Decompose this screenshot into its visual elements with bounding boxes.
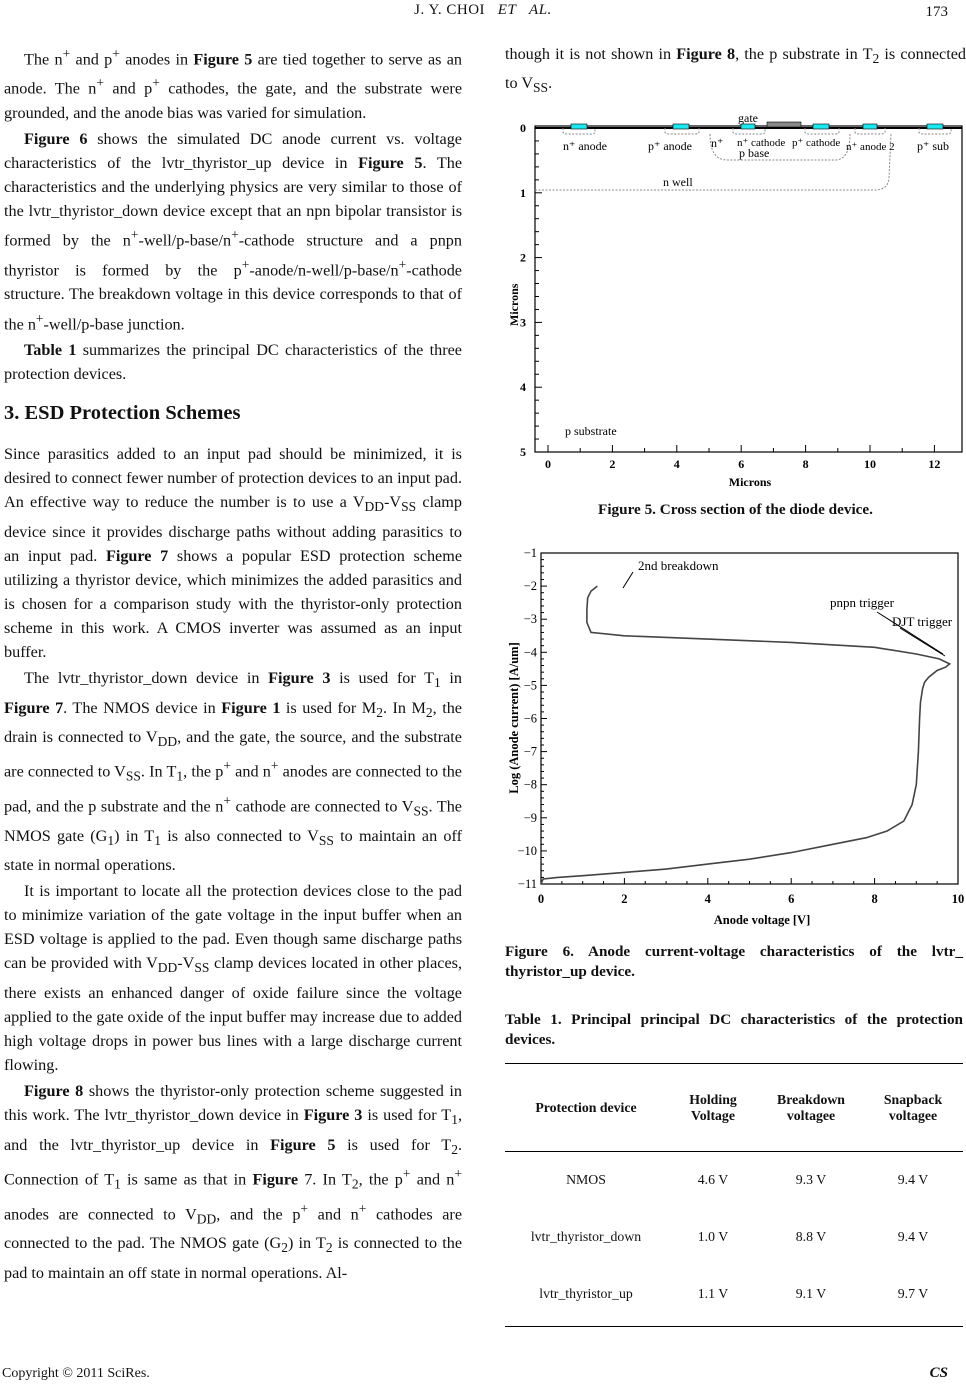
plot-frame bbox=[541, 553, 958, 884]
x-tick-label: 2 bbox=[609, 457, 616, 471]
table-row bbox=[505, 1266, 963, 1322]
label-n-cathode: n⁺ cathode bbox=[737, 137, 786, 149]
paragraph: Figure 6 shows the simulated DC anode current vs. voltage characteristics of the lvtr_thyristor_up device in Figure 5. The characteristics and the underlying physics are very similar to those of the lvtr_thyristor_down device except that an npn bipolar transistor is formed by the n+-well/p-base/n+-cathode structure and a pnpn thyristor is formed by the p+-anode/n-well/p-base/n+-cathode structure. The breakdown voltage in this device corresponds to that of the n+-well/p-base junction. bbox=[4, 130, 463, 333]
x-tick-label: 8 bbox=[871, 892, 878, 906]
page-number: 173 bbox=[925, 4, 948, 20]
y-tick-label: −4 bbox=[523, 645, 537, 660]
header-etal: ET bbox=[497, 2, 517, 18]
iv-curve bbox=[541, 586, 950, 884]
paragraph: It is important to locate all the protection devices close to the pad to minimize variation of the gate voltage in the input buffer when an ESD voltage is applied to the pad. Even though same discharge paths can be provided with $V_{DD}-V_{SS}$ clamp devices located in other places, there exists an enhanced danger of oxide failure since the voltage applied to the gate oxide of the input buffer may increase due to added high voltage drops in power bus lines with a large discharge current flowing. bbox=[4, 882, 463, 1074]
paragraph: Table 1 summarizes the principal DC characteristics of the three protection devices. bbox=[4, 340, 462, 384]
y-tick-label: −8 bbox=[523, 777, 537, 792]
y-tick-label: 3 bbox=[520, 315, 526, 330]
left-column bbox=[4, 42, 462, 1285]
contact-p-cathode bbox=[813, 124, 829, 129]
table-cell: lvtr_thyristor_up bbox=[539, 1286, 633, 1301]
label-p-anode: p⁺ anode bbox=[648, 139, 692, 153]
x-ticks bbox=[545, 445, 940, 471]
table-cell: 9.4 V bbox=[897, 1229, 929, 1244]
header-cell: Protection device bbox=[535, 1099, 637, 1115]
x-tick-label: 8 bbox=[802, 457, 809, 471]
table-cell: 4.6 V bbox=[697, 1172, 729, 1187]
table-1-body bbox=[505, 1152, 963, 1322]
x-tick-label: 6 bbox=[738, 457, 745, 471]
y-tick-label: −5 bbox=[523, 678, 537, 693]
x-tick-label: 0 bbox=[537, 892, 545, 906]
label-n-plus: n⁺ bbox=[711, 136, 724, 150]
contact-p-sub bbox=[927, 124, 943, 129]
header-cell: Snapback voltagee bbox=[883, 1091, 943, 1123]
paragraph: Figure 8 shows the thyristor-only protection scheme suggested in this work. The lvtr_thyristor_down device in Figure 3 is used for $T_1$, and the lvtr_thyristor_up device in Figure 5 is used for $T_2$. Connection of $T_1$ is same as that in Figure 7. In $T_2$, the p+ and n+ anodes are connected to $V_{DD}$, and the p+ and n+ cathodes are connected to the pad. The NMOS gate $(G_2)$ in $T_2$ is connected to the pad to maintain an off state in normal operations. Al- bbox=[4, 1082, 463, 1282]
x-ticks bbox=[538, 878, 964, 906]
table-cell: lvtr_thyristor_down bbox=[530, 1229, 642, 1244]
right-continuation bbox=[505, 42, 966, 101]
running-header bbox=[0, 2, 966, 19]
x-tick-label: 0 bbox=[545, 457, 551, 471]
table-1-caption: Table 1. Principal principal DC characteristics of the protection devices. bbox=[505, 1011, 963, 1048]
x-tick-label: 12 bbox=[928, 457, 941, 471]
paragraph: Since parasitics added to an input pad should be minimized, it is desired to connect fewer number of protection devices to an input pad. An effective way to reduce the number is to use a $V_{DD}-V_{SS}$ clamp device since it provides discharge paths without adding parasitics to an input pad. Figure 7 shows a popular ESD protection scheme utilizing a thyristor device, which minimizes the added parasitics and is chosen for a comparison study with the thyristor-only protection scheme in this work. A CMOS inverter was assumed as an input buffer. bbox=[4, 445, 463, 662]
table-cell: 9.1 V bbox=[795, 1286, 827, 1301]
label-p-cathode: p⁺ cathode bbox=[792, 137, 841, 149]
annotation-pnpn-trigger: pnpn trigger bbox=[830, 595, 894, 610]
header-author: J. Y. CHOI bbox=[414, 2, 486, 18]
y-axis-label: Log (Anode current) [A/um] bbox=[507, 642, 521, 794]
gate-poly bbox=[767, 122, 801, 127]
header-al: AL. bbox=[529, 2, 552, 18]
contact-p-anode bbox=[673, 124, 689, 129]
section-heading: 3. ESD Protection Schemes bbox=[4, 402, 241, 425]
label-p-sub: p⁺ sub bbox=[917, 139, 950, 153]
x-tick-label: 10 bbox=[951, 892, 965, 906]
y-tick-label: −11 bbox=[517, 877, 537, 891]
y-tick-label: −2 bbox=[523, 579, 537, 594]
footer-journal: CS bbox=[929, 1365, 948, 1381]
y-ticks bbox=[517, 546, 547, 891]
figure-5-caption: Figure 5. Cross section of the diode device. bbox=[598, 501, 873, 518]
table-cell: 9.3 V bbox=[795, 1172, 827, 1187]
y-ticks bbox=[520, 121, 542, 459]
y-tick-label: 4 bbox=[520, 380, 526, 395]
x-axis-label: Anode voltage [V] bbox=[713, 913, 811, 927]
table-row bbox=[505, 1152, 963, 1208]
figure-6-caption: Figure 6. Anode current-voltage characteristics of the lvtr_ thyristor_up device. bbox=[505, 943, 963, 980]
paragraph: though it is not shown in Figure 8, the p substrate in $T_2$ is connected to $V_{SS}$. bbox=[505, 45, 966, 96]
paragraph: The n+ and p+ anodes in Figure 5 are tied together to serve as an anode. The n+ and p+ cathodes, the gate, and the substrate were grounded, and the anode bias was varied for simulation. bbox=[4, 46, 463, 122]
x-tick-label: 10 bbox=[864, 457, 876, 471]
header-cell: Breakdown voltagee bbox=[777, 1091, 845, 1123]
table-cell: NMOS bbox=[566, 1172, 606, 1187]
paragraph: The lvtr_thyristor_down device in Figure 3 is used for $T_1$ in Figure 7. The NMOS device in Figure 1 is used for $M_2$. In $M_2$, the drain is connected to $V_{DD}$, and the gate, the source, and the substrate are connected to $V_{SS}$. In $T_1$, the p+ and n+ anodes are connected to the pad, and the p substrate and the n+ cathode are connected to $V_{SS}$. The NMOS gate $(G_1)$ in $T_1$ is also connected to $V_{SS}$ to maintain an off state in normal operations. bbox=[4, 669, 463, 874]
table-cell: 9.7 V bbox=[897, 1286, 929, 1301]
annotation-2nd-breakdown: 2nd breakdown bbox=[638, 558, 719, 573]
x-tick-label: 4 bbox=[704, 892, 711, 906]
table-cell: 9.4 V bbox=[897, 1172, 929, 1187]
label-n-well: n well bbox=[663, 175, 693, 189]
table-header-row bbox=[505, 1064, 963, 1151]
y-tick-label: −7 bbox=[523, 744, 537, 759]
figure-5-cross-section bbox=[505, 108, 966, 493]
label-p-substrate: p substrate bbox=[565, 424, 617, 438]
x-tick-label: 2 bbox=[621, 892, 628, 906]
contact-n-anode bbox=[571, 124, 587, 129]
x-axis-label: Microns bbox=[728, 475, 772, 489]
label-p-base: p base bbox=[739, 146, 770, 160]
y-tick-label: −6 bbox=[523, 711, 537, 726]
annotation-arrow-2nd-breakdown bbox=[623, 572, 633, 588]
table-cell: 1.1 V bbox=[697, 1286, 729, 1301]
label-n-anode2: n⁺ anode 2 bbox=[846, 141, 895, 153]
header-cell: Holding Voltage bbox=[689, 1091, 737, 1123]
label-n-anode: n⁺ anode bbox=[563, 139, 607, 153]
y-tick-label: −10 bbox=[517, 843, 537, 858]
y-tick-label: 1 bbox=[520, 185, 526, 200]
table-bottom-rule bbox=[505, 1326, 963, 1327]
x-tick-label: 4 bbox=[673, 457, 680, 471]
contact-n-anode2 bbox=[863, 124, 877, 129]
table-cell: 8.8 V bbox=[795, 1229, 827, 1244]
figure-6-chart bbox=[505, 540, 966, 930]
y-tick-label: 2 bbox=[520, 250, 526, 265]
table-1-grid bbox=[505, 1064, 963, 1151]
label-gate: gate bbox=[738, 111, 758, 125]
y-tick-label: 0 bbox=[520, 121, 526, 135]
y-tick-label: −9 bbox=[523, 810, 537, 825]
y-axis-label: Microns bbox=[507, 283, 521, 326]
plot-frame bbox=[535, 126, 962, 452]
annotation-djt-trigger: DJT trigger bbox=[892, 614, 953, 629]
footer-copyright: Copyright © 2011 SciRes. bbox=[2, 1366, 150, 1381]
x-tick-label: 6 bbox=[788, 892, 795, 906]
table-cell: 1.0 V bbox=[697, 1229, 729, 1244]
table-1 bbox=[505, 1063, 963, 1327]
y-tick-label: −1 bbox=[523, 546, 537, 560]
y-tick-label: −3 bbox=[523, 612, 537, 627]
y-tick-label: 5 bbox=[520, 445, 526, 459]
table-row bbox=[505, 1208, 963, 1266]
